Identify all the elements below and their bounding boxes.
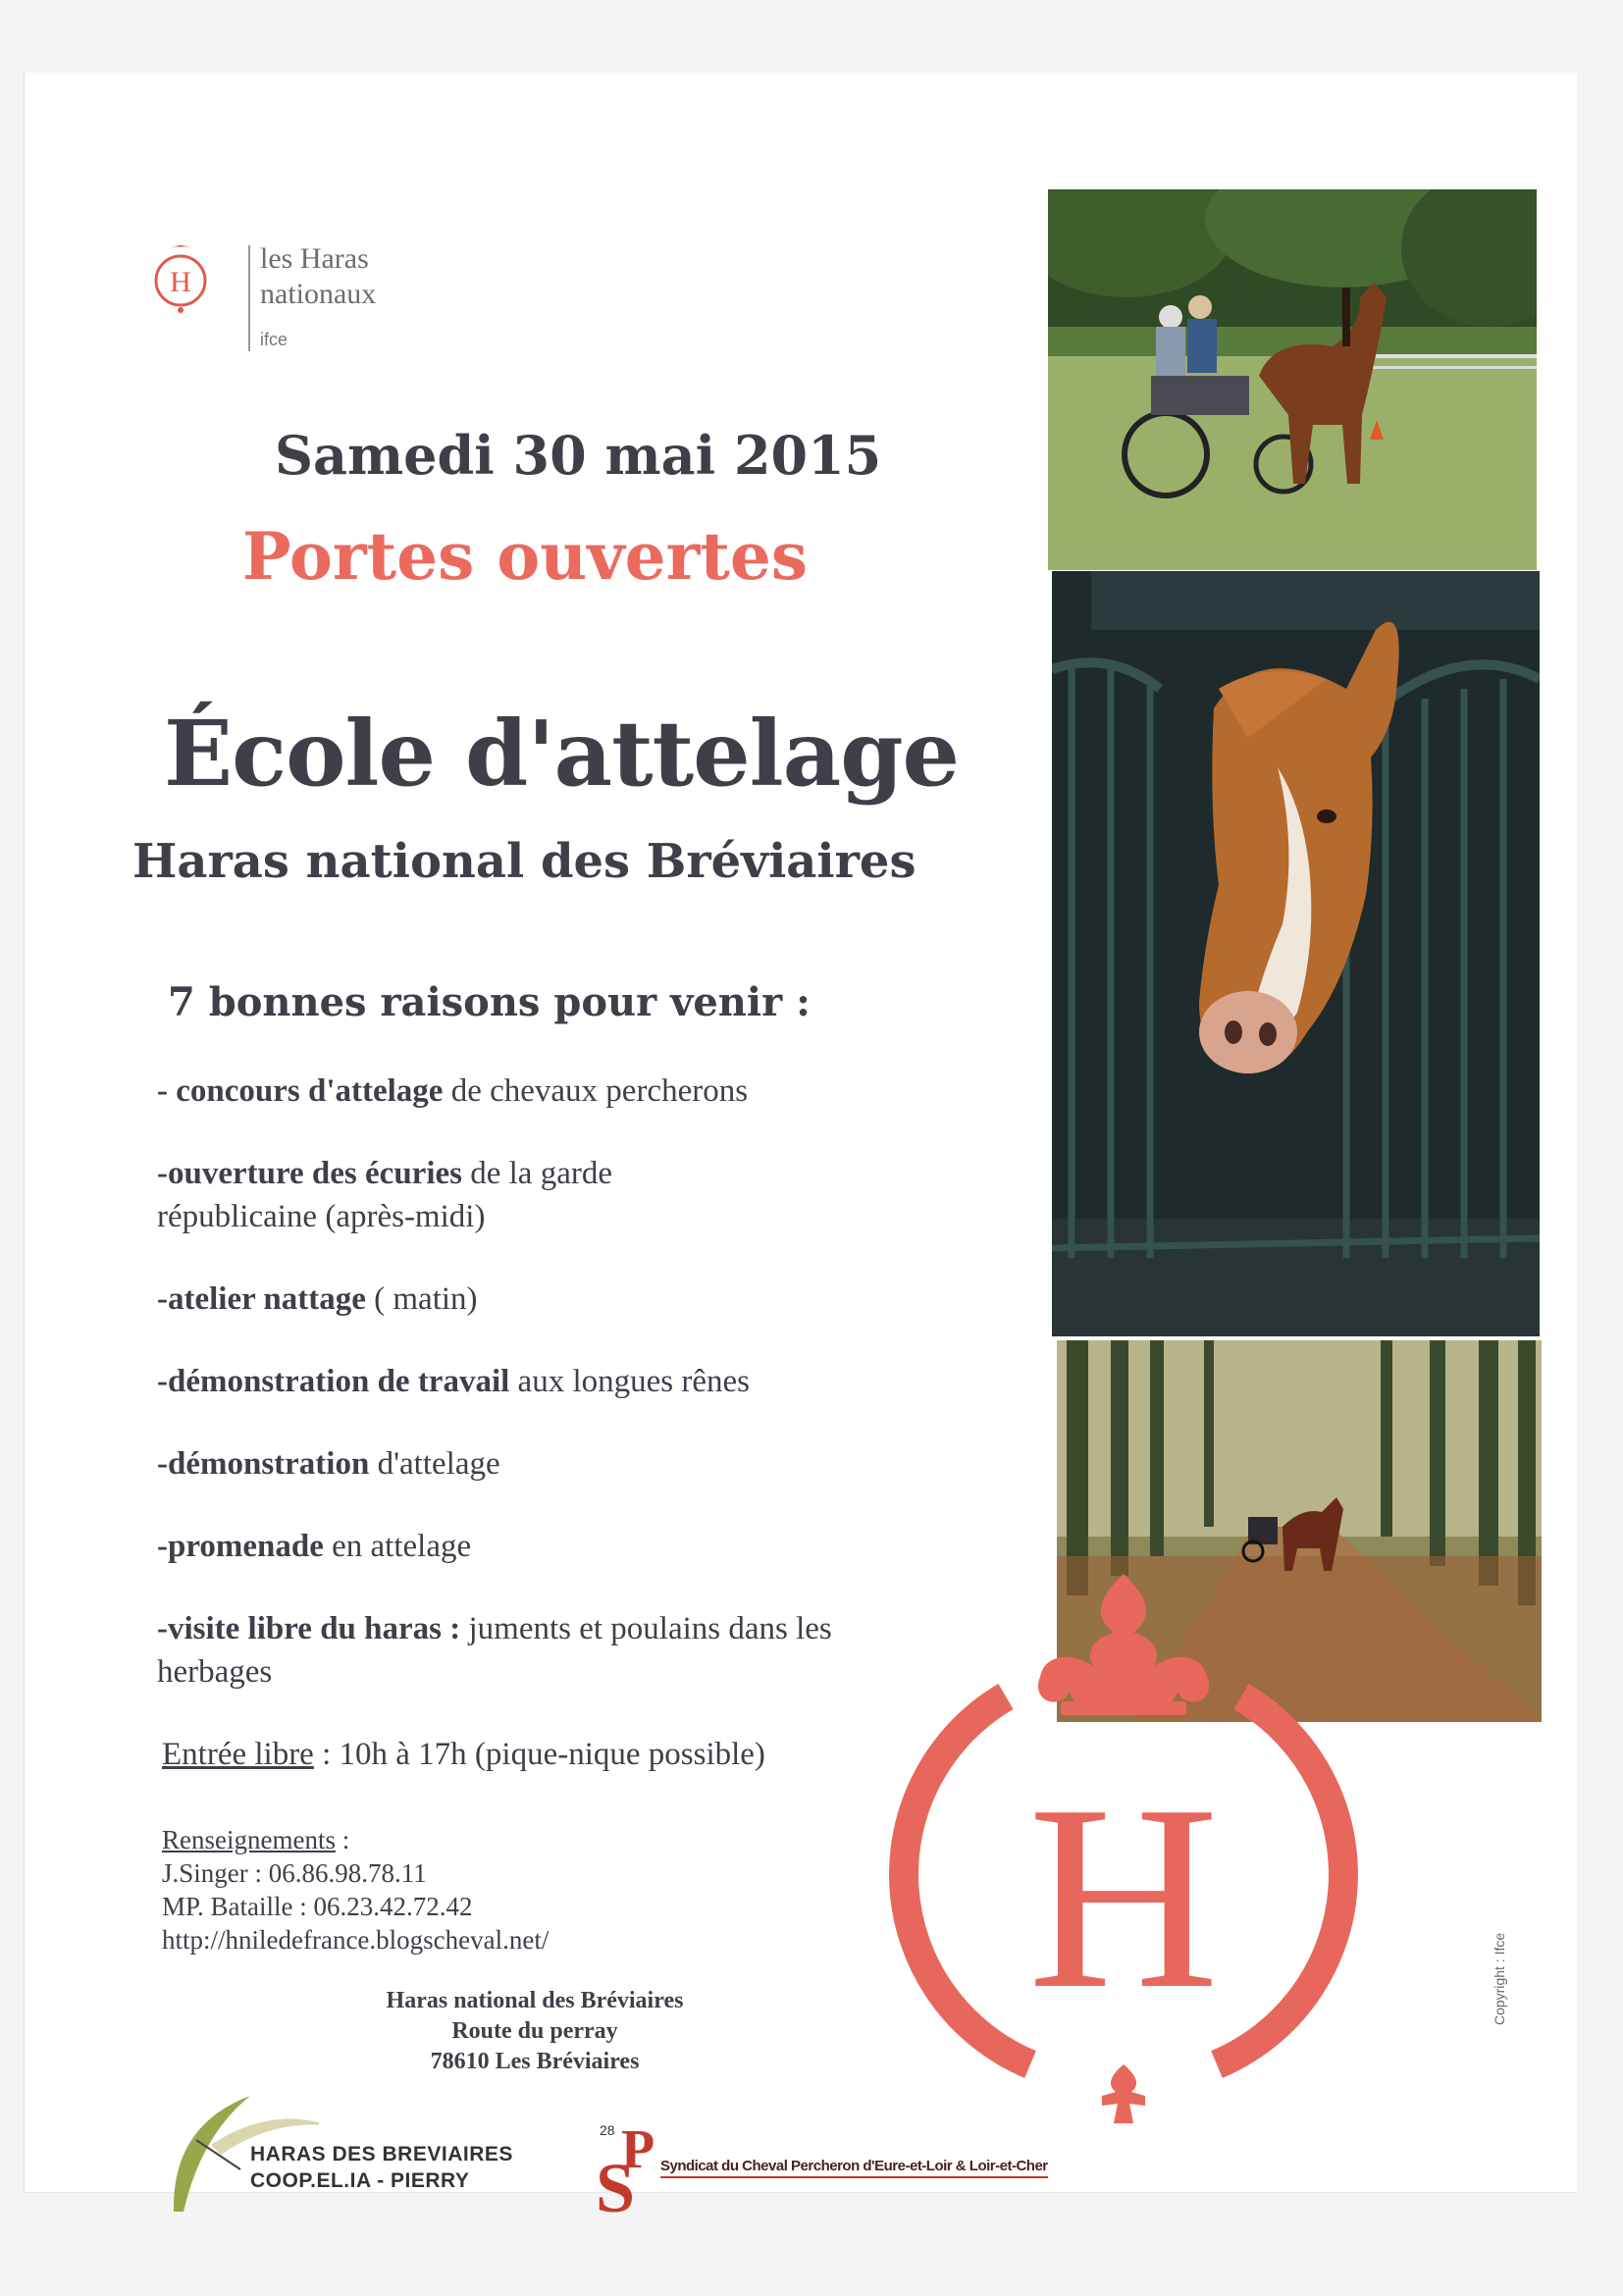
svg-text:P: P — [621, 2119, 655, 2180]
event-title: École d'attelage — [164, 701, 960, 807]
reason-item — [157, 1360, 942, 1403]
horse-head-stable-photo — [1052, 571, 1540, 1336]
reason-bold: -démonstration de travail — [157, 1364, 510, 1399]
haras-nationaux-logo-text — [260, 241, 376, 312]
coop-name-line-1: HARAS DES BREVIAIRES — [250, 2143, 513, 2166]
reasons-list — [157, 1070, 942, 1733]
contact-website: http://hniledefrance.blogscheval.net/ — [162, 1925, 550, 1955]
event-subtitle: Haras national des Bréviaires — [132, 834, 916, 889]
address-block — [319, 1986, 751, 2077]
address-line-1: Haras national des Bréviaires — [386, 1988, 684, 2013]
svg-text:S: S — [596, 2149, 636, 2216]
reason-text: de chevaux percherons — [443, 1073, 749, 1109]
entry-label: Entrée libre — [162, 1737, 314, 1772]
reason-text: d'attelage — [369, 1446, 500, 1482]
poster-sheet — [24, 73, 1577, 2216]
reason-item — [157, 1070, 903, 1113]
reason-text: en attelage — [323, 1529, 472, 1564]
reason-item — [157, 1607, 903, 1694]
logo-line-1: les Haras — [260, 242, 369, 275]
reason-item — [157, 1152, 746, 1238]
address-line-2: Route du perray — [451, 2018, 618, 2044]
ifce-label: ifce — [260, 330, 288, 349]
address-line-3: 78610 Les Bréviaires — [430, 2049, 640, 2074]
reason-text: aux longues rênes — [509, 1364, 750, 1399]
reason-bold: -visite libre du haras : — [157, 1611, 461, 1646]
syndicat-name: Syndicat du Cheval Percheron d'Eure-et-Loir & Loir-et-Cher — [660, 2158, 1048, 2178]
emblem-letter: H — [1027, 1750, 1220, 2044]
svg-text:H: H — [170, 266, 191, 298]
reason-item — [157, 1525, 942, 1568]
syndicat-percheron-logo-icon — [592, 2113, 664, 2216]
event-headline: Portes ouvertes — [242, 518, 809, 595]
logo-divider — [248, 245, 250, 351]
reason-text: ( matin) — [365, 1281, 478, 1317]
reason-text: juments et poulains dans les herbages — [157, 1611, 832, 1690]
syndicat-number: 28 — [600, 2122, 615, 2138]
reason-bold: -promenade — [157, 1529, 324, 1564]
reason-item — [157, 1442, 942, 1486]
carriage-driving-photo — [1048, 189, 1537, 570]
haras-nationaux-logo-icon — [152, 239, 209, 318]
reason-bold: -démonstration — [157, 1446, 370, 1482]
event-date: Samedi 30 mai 2015 — [275, 424, 882, 487]
reason-text: de la garde républicaine (après-midi) — [157, 1156, 612, 1234]
entry-hours: : 10h à 17h (pique-nique possible) — [313, 1737, 765, 1772]
reasons-heading: 7 bonnes raisons pour venir : — [168, 979, 811, 1025]
contact-line-2: MP. Bataille : 06.23.42.72.42 — [162, 1892, 473, 1921]
reason-bold: -ouverture des écuries — [157, 1156, 462, 1191]
reason-item — [157, 1278, 942, 1321]
logo-line-2: nationaux — [260, 278, 377, 310]
contact-label: Renseignements — [162, 1825, 336, 1854]
reason-bold: - concours d'attelage — [157, 1073, 444, 1109]
contact-line-1: J.Singer : 06.86.98.78.11 — [162, 1858, 427, 1888]
contact-label-suffix: : — [335, 1825, 350, 1854]
copyright-note: Copyright : Ifce — [1492, 1932, 1507, 2025]
contact-block — [162, 1823, 549, 1957]
coop-name-line-2: COOP.EL.IA - PIERRY — [250, 2169, 470, 2192]
reason-bold: -atelier nattage — [157, 1281, 366, 1317]
haras-emblem-icon — [868, 1554, 1379, 2143]
entry-info — [162, 1737, 765, 1773]
